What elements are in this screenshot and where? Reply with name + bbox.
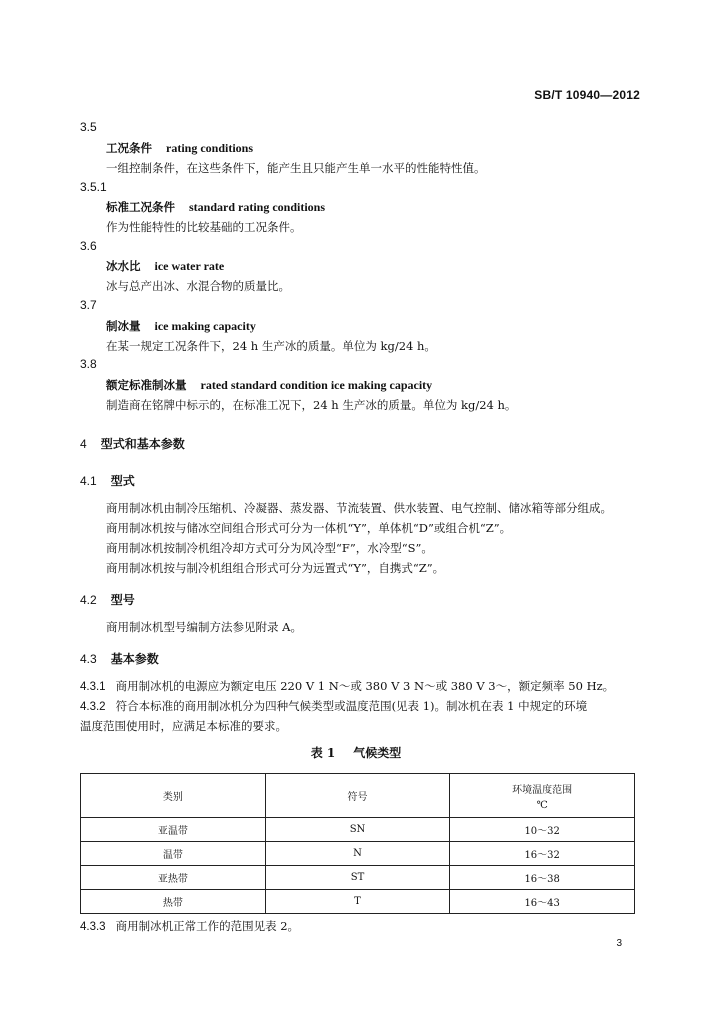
table-row xyxy=(81,842,635,866)
clause-text: 符合本标准的商用制冰机分为四种气候类型或温度范围(见表 1)。制冰机在表 1 中规定的环境 xyxy=(115,699,588,713)
term-heading xyxy=(106,199,325,215)
term-en: standard rating conditions xyxy=(189,200,326,214)
term-definition: 制造商在铭牌中标示的，在标准工况下，24 h 生产冰的质量。单位为 kg/24 h。 xyxy=(106,398,517,412)
table-row xyxy=(81,818,635,842)
section-number: 4 xyxy=(80,437,87,451)
term-heading xyxy=(106,140,253,156)
term-zh: 工况条件 xyxy=(106,141,152,155)
section-4-2-heading xyxy=(80,591,135,608)
term-heading xyxy=(106,377,432,393)
clause-number: 4.3.1 xyxy=(80,681,106,693)
term-definition: 在某一规定工况条件下，24 h 生产冰的质量。单位为 kg/24 h。 xyxy=(106,339,436,353)
cell-symbol: SN xyxy=(265,818,450,842)
section-title: 基本参数 xyxy=(110,652,159,666)
section-number: 4.2 xyxy=(80,593,97,607)
cell-range: 16～32 xyxy=(450,842,635,866)
clause-4-3-1 xyxy=(80,678,614,694)
header-range-label: 环境温度范围 xyxy=(512,784,573,796)
section-4-1-heading xyxy=(80,472,135,489)
section-4-heading xyxy=(80,435,185,452)
cell-symbol: T xyxy=(265,890,450,914)
cell-symbol: N xyxy=(265,842,450,866)
table-row xyxy=(81,890,635,914)
cell-range: 16～38 xyxy=(450,866,635,890)
term-zh: 冰水比 xyxy=(106,259,141,273)
header-symbol: 符号 xyxy=(265,774,450,818)
clause-text: 商用制冰机正常工作的范围见表 2。 xyxy=(115,919,300,933)
term-definition: 一组控制条件，在这些条件下，能产生且只能产生单一水平的性能特性值。 xyxy=(106,161,486,175)
cell-category: 热带 xyxy=(81,890,266,914)
header-range xyxy=(450,774,635,818)
paragraph: 商用制冰机按制冷机组冷却方式可分为风冷型“F”，水冷型“S”。 xyxy=(106,541,433,555)
section-4-3-heading xyxy=(80,650,159,667)
paragraph: 商用制冰机型号编制方法参见附录 A。 xyxy=(106,620,302,634)
term-en: rating conditions xyxy=(166,141,254,155)
paragraph: 商用制冰机由制冷压缩机、冷凝器、蒸发器、节流装置、供水装置、电气控制、储冰箱等部分组成。 xyxy=(106,501,612,515)
term-en: ice water rate xyxy=(154,259,225,273)
term-definition: 冰与总产出冰、水混合物的质量比。 xyxy=(106,279,290,293)
standard-id-header: SB/T 10940—2012 xyxy=(534,88,640,102)
clause-text: 商用制冰机的电源应为额定电压 220 V 1 N～或 380 V 3 N～或 380 V 3～，额定频率 50 Hz。 xyxy=(115,679,615,693)
term-heading xyxy=(106,258,224,274)
clause-number: 4.3.2 xyxy=(80,701,106,713)
section-number: 4.1 xyxy=(80,474,97,488)
term-en: rated standard condition ice making capacity xyxy=(200,378,433,392)
term-zh: 制冰量 xyxy=(106,319,141,333)
header-unit: ℃ xyxy=(536,799,548,811)
section-number: 4.3 xyxy=(80,652,97,666)
term-zh: 标准工况条件 xyxy=(106,200,175,214)
term-definition: 作为性能特性的比较基础的工况条件。 xyxy=(106,220,302,234)
cell-category: 温带 xyxy=(81,842,266,866)
clause-4-3-2 xyxy=(80,698,587,714)
term-heading xyxy=(106,318,256,334)
cell-range: 16～43 xyxy=(450,890,635,914)
table-label: 表 1 xyxy=(310,746,336,760)
section-title: 型式和基本参数 xyxy=(100,437,185,451)
term-number: 3.5.1 xyxy=(80,180,107,194)
cell-category: 亚温带 xyxy=(81,818,266,842)
term-number: 3.8 xyxy=(80,357,97,371)
term-number: 3.7 xyxy=(80,298,97,312)
clause-4-3-3 xyxy=(80,918,299,934)
page-number: 3 xyxy=(616,938,622,949)
cell-symbol: ST xyxy=(265,866,450,890)
cell-range: 10～32 xyxy=(450,818,635,842)
table-row xyxy=(81,866,635,890)
section-title: 型式 xyxy=(110,474,135,488)
table-1-caption xyxy=(0,744,712,761)
section-title: 型号 xyxy=(110,593,135,607)
clause-4-3-2-cont: 温度范围使用时，应满足本标准的要求。 xyxy=(80,719,287,733)
table-header-row xyxy=(81,774,635,818)
clause-number: 4.3.3 xyxy=(80,921,106,933)
paragraph: 商用制冰机按与制冷机组组合形式可分为远置式“Y”，自携式“Z”。 xyxy=(106,561,445,575)
climate-type-table xyxy=(80,773,635,914)
table-title: 气候类型 xyxy=(353,746,402,760)
paragraph: 商用制冰机按与储冰空间组合形式可分为一体机“Y”，单体机“D”或组合机“Z”。 xyxy=(106,521,512,535)
term-number: 3.6 xyxy=(80,239,97,253)
header-category: 类别 xyxy=(81,774,266,818)
term-en: ice making capacity xyxy=(154,319,256,333)
term-zh: 额定标准制冰量 xyxy=(106,378,187,392)
term-number: 3.5 xyxy=(80,120,97,134)
cell-category: 亚热带 xyxy=(81,866,266,890)
